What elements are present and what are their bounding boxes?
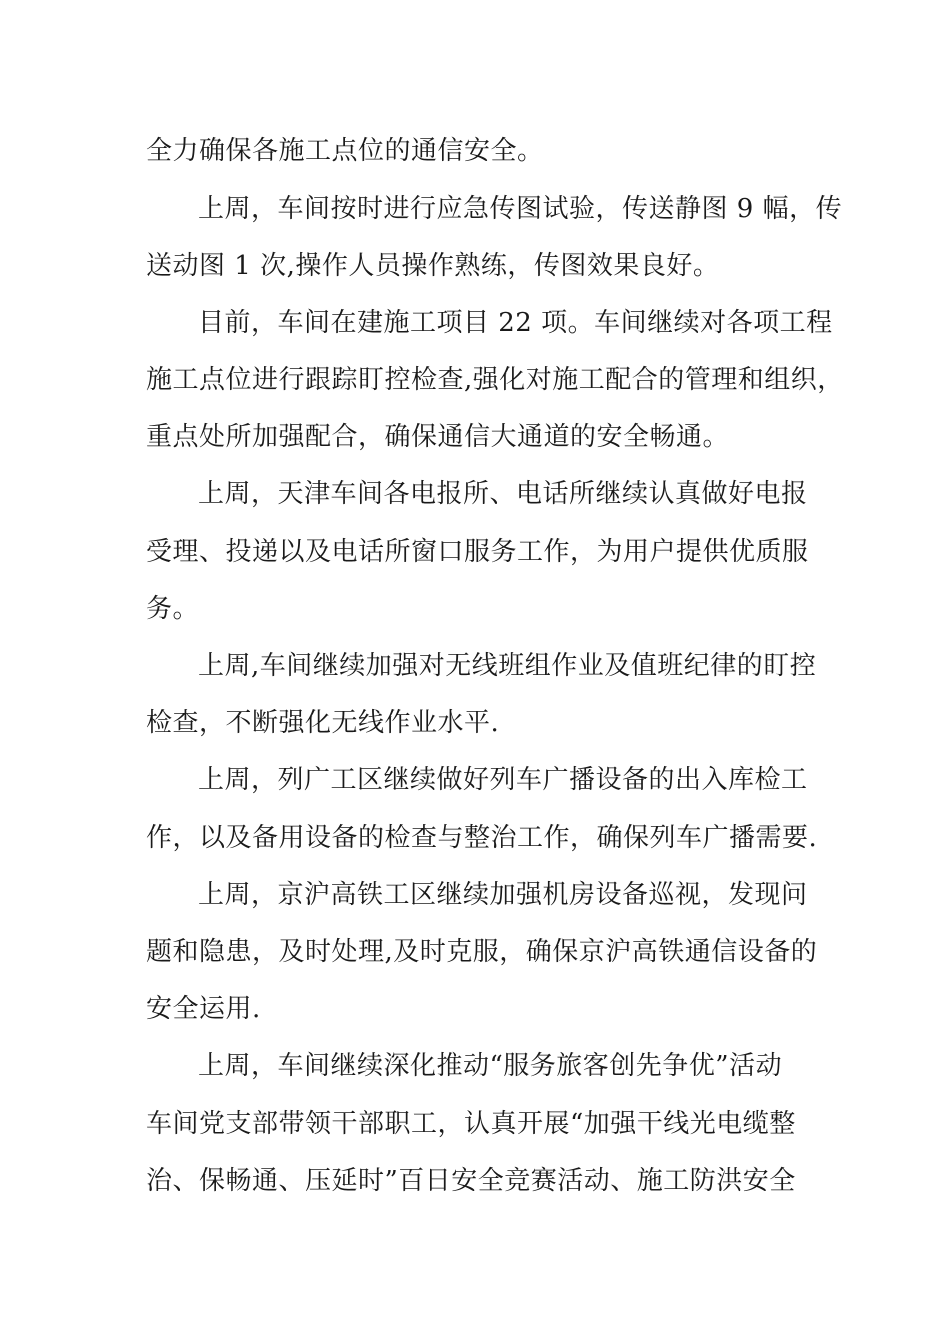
text-line: 上周,车间继续加强对无线班组作业及值班纪律的盯控 <box>198 651 817 681</box>
text-line: 目前，车间在建施工项目 22 项。车间继续对各项工程 <box>198 308 833 338</box>
text-line: 上周，天津车间各电报所、电话所继续认真做好电报 <box>198 479 808 509</box>
text-line: 全力确保各施工点位的通信安全。 <box>146 136 544 166</box>
text-line: 务。 <box>146 594 200 624</box>
text-line: 治、保畅通、压延时”百日安全竞赛活动、施工防洪安全 <box>146 1166 796 1196</box>
text-line: 题和隐患，及时处理,及时克服，确保京沪高铁通信设备的 <box>146 937 818 967</box>
text-line: 送动图 1 次,操作人员操作熟练，传图效果良好。 <box>146 251 720 281</box>
text-line: 车间党支部带领干部职工，认真开展“加强干线光电缆整 <box>146 1109 796 1139</box>
text-line: 作，以及备用设备的检查与整治工作，确保列车广播需要. <box>146 823 818 853</box>
text-line: 上周，车间按时进行应急传图试验，传送静图 9 幅，传 <box>198 194 843 224</box>
text-line: 上周，列广工区继续做好列车广播设备的出入库检工 <box>198 765 808 795</box>
text-line: 重点处所加强配合，确保通信大通道的安全畅通。 <box>146 422 730 452</box>
text-line: 安全运用. <box>146 994 261 1024</box>
text-line: 上周，京沪高铁工区继续加强机房设备巡视，发现问 <box>198 880 808 910</box>
text-line: 检查，不断强化无线作业水平. <box>146 708 500 738</box>
text-line: 施工点位进行跟踪盯控检查,强化对施工配合的管理和组织， <box>146 365 844 395</box>
text-line: 上周，车间继续深化推动“服务旅客创先争优”活动 <box>198 1051 783 1081</box>
text-line: 受理、投递以及电话所窗口服务工作，为用户提供优质服 <box>146 537 809 567</box>
